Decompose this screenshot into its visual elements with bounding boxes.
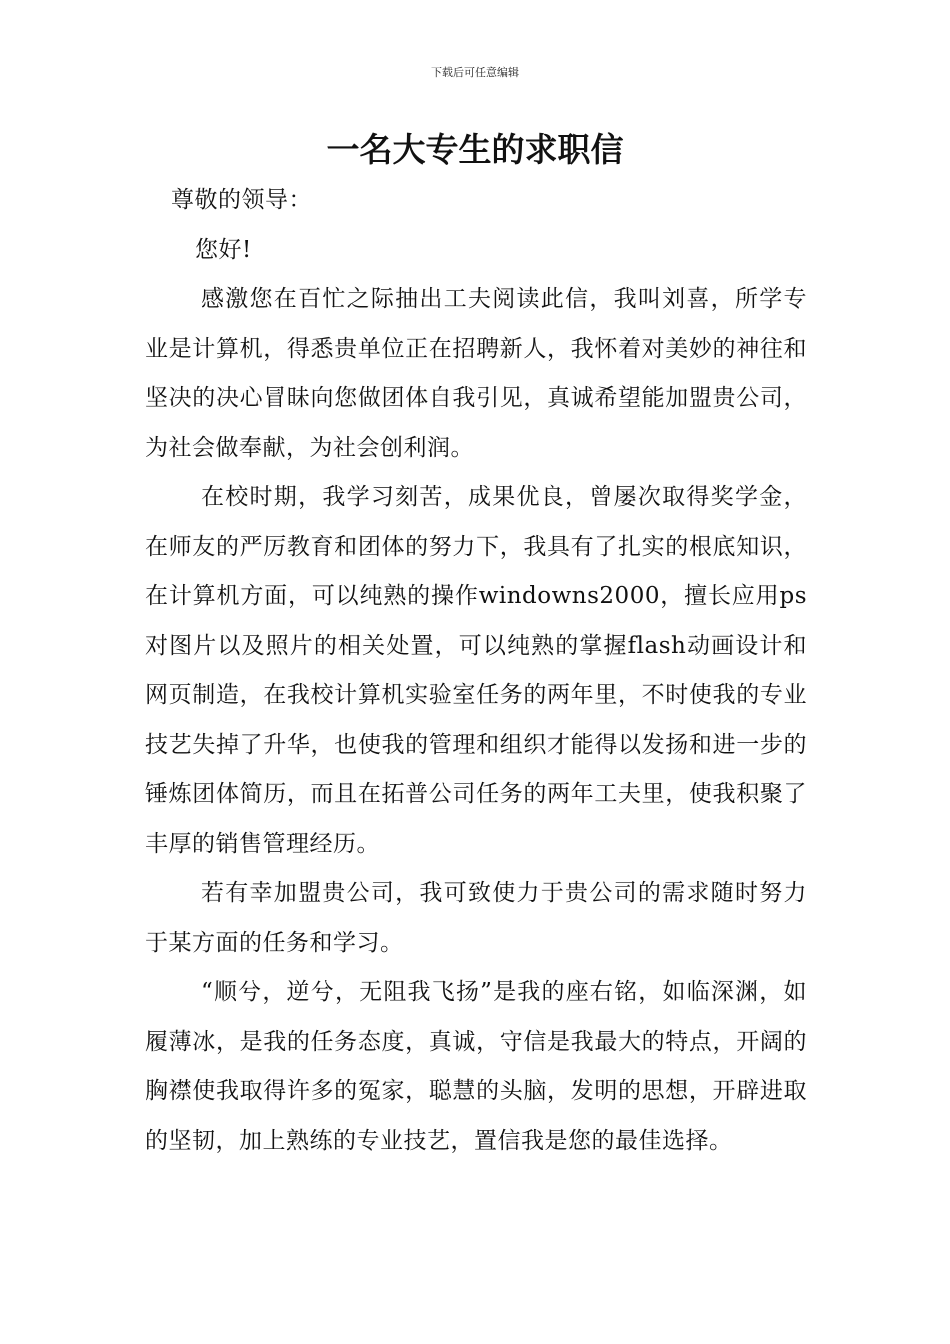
- document-title: 一名大专生的求职信: [326, 130, 624, 169]
- paragraph-motto: “顺兮，逆兮，无阻我飞扬”是我的座右铭，如临深渊，如履薄冰，是我的任务态度，真诚，守信是我最大的特点，开阔的胸襟使我取得许多的冤家，聪慧的头脑，发明的思想，开辟进取的坚韧，加上熟练的专业技艺，置信我是您的最佳选择。: [145, 979, 807, 1154]
- paragraph-commitment: 若有幸加盟贵公司，我可致使力于贵公司的需求随时努力于某方面的任务和学习。: [145, 880, 807, 956]
- salutation: 尊敬的领导：: [171, 187, 312, 213]
- greeting: 您好!: [195, 236, 252, 263]
- header-note: 下载后可任意编辑: [431, 66, 519, 79]
- letter-body: [145, 176, 807, 1166]
- paragraph-intro: 感激您在百忙之际抽出工夫阅读此信，我叫刘喜，所学专业是计算机，得悉贵单位正在招聘新人，我怀着对美妙的神往和坚决的决心冒昧向您做团体自我引见，真诚希望能加盟贵公司，为社会做奉献，为社会创利润。: [145, 286, 807, 461]
- paragraph-education: 在校时期，我学习刻苦，成果优良，曾屡次取得奖学金，在师友的严厉教育和团体的努力下，我具有了扎实的根底知识，在计算机方面，可以纯熟的操作windowns2000，擅长应用ps对图片以及照片的相关处置，可以纯熟的掌握flash动画设计和网页制造，在我校计算机实验室任务的两年里，不时使我的专业技艺失掉了升华，也使我的管理和组织才能得以发扬和进一步的锤炼团体简历，而且在拓普公司任务的两年工夫里，使我积聚了丰厚的销售管理经历。: [145, 484, 807, 857]
